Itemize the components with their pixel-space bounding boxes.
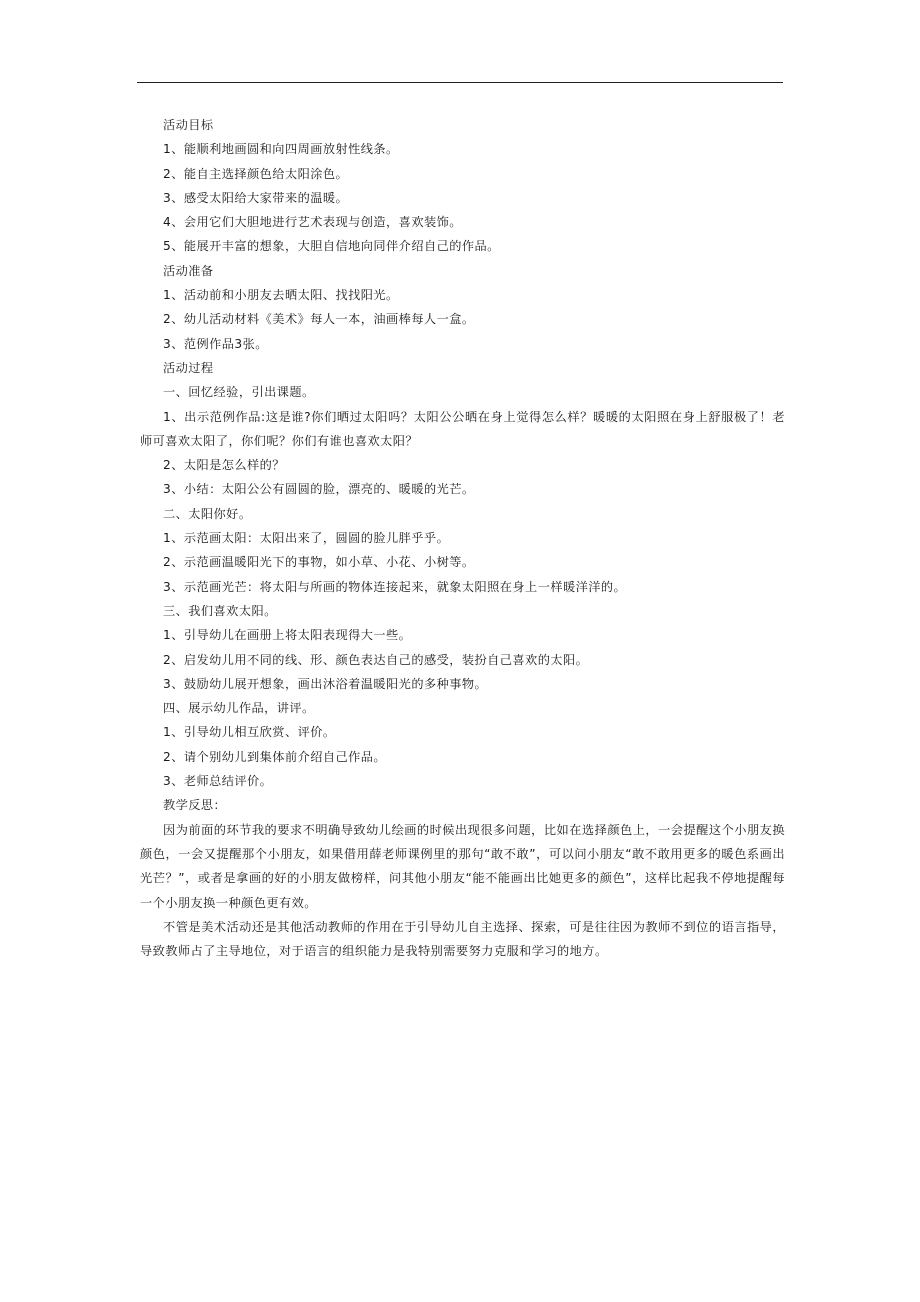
process-step-heading: 二、太阳你好。 <box>163 506 252 521</box>
process-item: 2、太阳是怎么样的？ <box>163 458 285 473</box>
process-item: 1、引导幼儿相互欣赏、评价。 <box>163 725 336 740</box>
reflection-paragraph: 不管是美术活动还是其他活动教师的作用在于引导幼儿自主选择、探索，可是往往因为教师不到位的语言指导，导致教师占了主导地位，对于语言的组织能力是我特别需要努力克服和学习的地方。 <box>140 919 785 959</box>
goal-item: 3、感受太阳给大家带来的温暖。 <box>163 190 349 205</box>
process-step-heading: 三、我们喜欢太阳。 <box>163 603 277 618</box>
process-step-heading: 四、展示幼儿作品，讲评。 <box>163 701 315 716</box>
process-item: 3、老师总结评价。 <box>163 774 273 789</box>
section-heading-process: 活动过程 <box>163 360 214 375</box>
process-item: 1、示范画太阳：太阳出来了，圆圆的脸儿胖乎乎。 <box>163 531 450 546</box>
preparation-item: 3、范例作品3张。 <box>163 336 268 351</box>
process-item: 2、启发幼儿用不同的线、形、颜色表达自己的感受，装扮自己喜欢的太阳。 <box>163 652 589 667</box>
process-item: 2、请个别幼儿到集体前介绍自己作品。 <box>163 749 387 764</box>
process-item: 2、示范画温暖阳光下的事物，如小草、小花、小树等。 <box>163 555 475 570</box>
goal-item: 1、能顺利地画圆和向四周画放射性线条。 <box>163 142 399 157</box>
process-item: 3、示范画光芒：将太阳与所画的物体连接起来，就象太阳照在身上一样暖洋洋的。 <box>163 579 627 594</box>
process-item: 3、小结：太阳公公有圆圆的脸，漂亮的、暖暖的光芒。 <box>163 482 475 497</box>
section-heading-reflection: 教学反思： <box>163 798 227 813</box>
preparation-item: 1、活动前和小朋友去晒太阳、找找阳光。 <box>163 288 399 303</box>
header-rule <box>137 82 783 83</box>
reflection-paragraph: 因为前面的环节我的要求不明确导致幼儿绘画的时候出现很多问题，比如在选择颜色上，一会提醒这个小朋友换颜色，一会又提醒那个小朋友，如果借用薛老师课例里的那句“敢不敢”，可以问小朋友“敢不敢用更多的暖色系画出光芒？”，或者是拿画的好的小朋友做榜样，问其他小朋友“能不能画出比她更多的颜色”，这样比起我不停地提醒每一个小朋友换一种颜色更有效。 <box>140 822 785 910</box>
process-item: 3、鼓励幼儿展开想象，画出沐浴着温暖阳光的多种事物。 <box>163 676 488 691</box>
preparation-item: 2、幼儿活动材料《美术》每人一本，油画棒每人一盒。 <box>163 312 475 327</box>
goal-item: 4、会用它们大胆地进行艺术表现与创造，喜欢装饰。 <box>163 215 462 230</box>
section-heading-goals: 活动目标 <box>163 118 214 132</box>
section-heading-preparation: 活动准备 <box>163 263 214 278</box>
process-item: 1、引导幼儿在画册上将太阳表现得大一些。 <box>163 628 412 643</box>
goal-item: 5、能展开丰富的想象，大胆自信地向同伴介绍自己的作品。 <box>163 239 500 254</box>
process-step-heading: 一、回忆经验，引出课题。 <box>163 385 315 400</box>
goal-item: 2、能自主选择颜色给太阳涂色。 <box>163 166 349 181</box>
document-body <box>140 113 785 963</box>
process-paragraph: 1、出示范例作品:这是谁?你们晒过太阳吗？太阳公公晒在身上觉得怎么样？暖暖的太阳照在身上舒服极了！老师可喜欢太阳了，你们呢？你们有谁也喜欢太阳？ <box>140 409 785 448</box>
